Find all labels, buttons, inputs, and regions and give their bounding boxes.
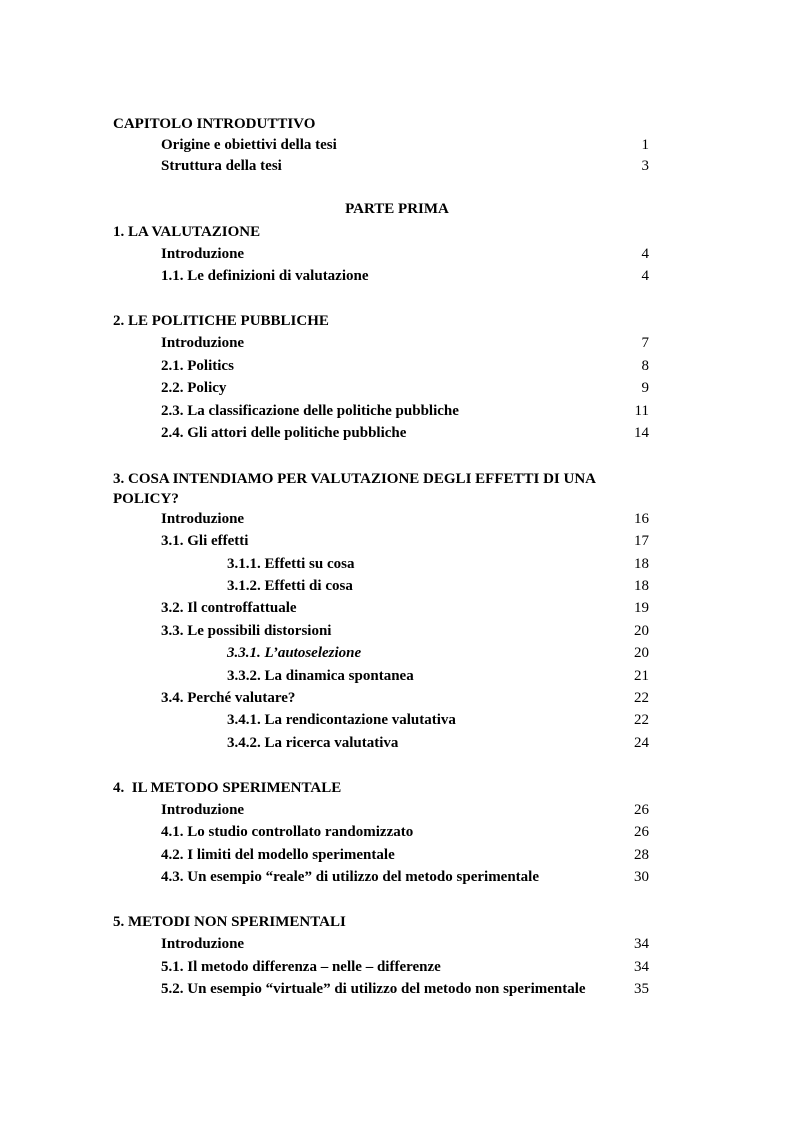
- toc-entry-title: Struttura della tesi: [161, 158, 282, 174]
- toc-entry-title: 4.1. Lo studio controllato randomizzato: [161, 824, 414, 840]
- toc-entry-title: Introduzione: [161, 511, 245, 527]
- toc-entry-title: 5.2. Un esempio “virtuale” di utilizzo del metodo non sperimentale: [161, 981, 586, 997]
- toc-subentry-title: 3.3.2. La dinamica spontanea: [227, 668, 414, 684]
- toc-entry-page: 35: [634, 981, 649, 997]
- toc-entry-title: 2.4. Gli attori delle politiche pubbliche: [161, 425, 407, 441]
- toc-entry-page: 26: [634, 802, 649, 818]
- toc-entry-page: 30: [634, 869, 649, 885]
- toc-entry-title: Introduzione: [161, 335, 245, 351]
- toc-entry-title: 2.2. Policy: [161, 380, 227, 396]
- toc-entry-page: 11: [634, 403, 649, 419]
- toc-entry-title: 3.3. Le possibili distorsioni: [161, 623, 332, 639]
- toc-chapter-heading: 1. LA VALUTAZIONE: [113, 224, 261, 240]
- toc-entry-page: 22: [634, 690, 649, 706]
- toc-chapter-heading: 3. COSA INTENDIAMO PER VALUTAZIONE DEGLI EFFETTI DI UNA POLICY?: [113, 471, 596, 507]
- toc-entry-page: 20: [634, 623, 649, 639]
- toc-entry-title: 4.2. I limiti del modello sperimentale: [161, 847, 395, 863]
- toc-entry-title: 1.1. Le definizioni di valutazione: [161, 268, 369, 284]
- toc-entry-page: 7: [641, 335, 649, 351]
- toc-entry-page: 4: [641, 268, 649, 284]
- toc-entry-page: 18: [634, 578, 649, 594]
- toc-entry-title: 2.3. La classificazione delle politiche pubbliche: [161, 403, 459, 419]
- toc-subentry-title: 3.4.1. La rendicontazione valutativa: [227, 712, 456, 728]
- toc-entry-title: 5.1. Il metodo differenza – nelle – differenze: [161, 959, 441, 975]
- toc-entry-page: 21: [634, 668, 649, 684]
- toc-entry-page: 17: [634, 533, 649, 549]
- toc-entry-page: 19: [634, 600, 649, 616]
- part-heading: PARTE PRIMA: [345, 201, 449, 217]
- toc-chapter-heading: 5. METODI NON SPERIMENTALI: [113, 914, 346, 930]
- toc-entry-page: 3: [641, 158, 649, 174]
- toc-entry-page: 14: [634, 425, 649, 441]
- toc-chapter-heading: 4. IL METODO SPERIMENTALE: [113, 780, 342, 796]
- toc-entry-title: 4.3. Un esempio “reale” di utilizzo del metodo sperimentale: [161, 869, 540, 885]
- toc-entry-title: Introduzione: [161, 246, 245, 262]
- toc-entry-page: 34: [634, 959, 649, 975]
- toc-entry-title: 2.1. Politics: [161, 358, 234, 374]
- toc-chapter-heading: CAPITOLO INTRODUTTIVO: [113, 116, 316, 132]
- toc-entry-page: 24: [634, 735, 649, 751]
- toc-subentry-title: 3.1.2. Effetti di cosa: [227, 578, 353, 594]
- toc-entry-page: 9: [641, 380, 649, 396]
- toc-entry-page: 28: [634, 847, 649, 863]
- toc-chapter-heading: 2. LE POLITICHE PUBBLICHE: [113, 313, 329, 329]
- toc-entry-page: 1: [641, 137, 649, 153]
- toc-entry-page: 26: [634, 824, 649, 840]
- toc-entry-title: 3.4. Perché valutare?: [161, 690, 296, 706]
- toc-entry-page: 34: [634, 936, 649, 952]
- toc-entry-title: 3.1. Gli effetti: [161, 533, 249, 549]
- toc-subentry-title: 3.4.2. La ricerca valutativa: [227, 735, 399, 751]
- toc-subentry-title: 3.1.1. Effetti su cosa: [227, 556, 355, 572]
- toc-entry-title: Origine e obiettivi della tesi: [161, 137, 337, 153]
- toc-entry-page: 20: [634, 645, 649, 661]
- toc-entry-title: 3.2. Il controffattuale: [161, 600, 297, 616]
- toc-subentry-title: 3.3.1. L’autoselezione: [227, 645, 362, 661]
- toc-entry-page: 16: [634, 511, 649, 527]
- toc-entry-page: 8: [641, 358, 649, 374]
- toc-entry-title: Introduzione: [161, 936, 245, 952]
- toc-entry-title: Introduzione: [161, 802, 245, 818]
- toc-entry-page: 22: [634, 712, 649, 728]
- toc-entry-page: 18: [634, 556, 649, 572]
- toc-entry-page: 4: [641, 246, 649, 262]
